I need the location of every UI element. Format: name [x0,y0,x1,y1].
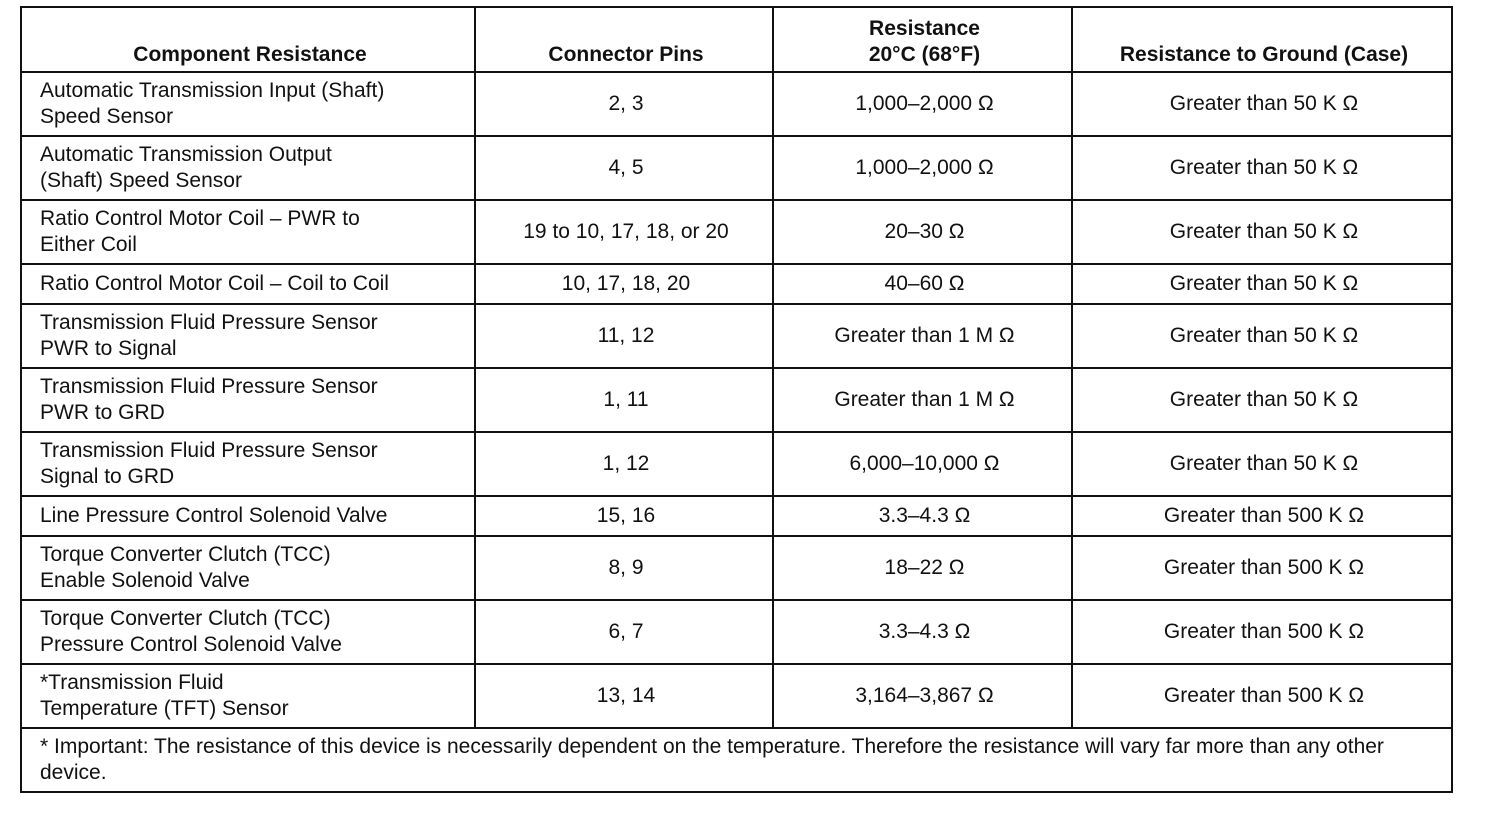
table-row [21,304,1452,368]
resistance-cell: 20–30 Ω [773,200,1072,264]
ground-cell: Greater than 50 K Ω [1072,200,1452,264]
resistance-cell: 18–22 Ω [773,536,1072,600]
pins-cell: 6, 7 [475,600,773,664]
resistance-table [20,6,1453,793]
ground-cell: Greater than 50 K Ω [1072,432,1452,496]
pins-cell: 15, 16 [475,496,773,536]
resistance-cell: 3.3–4.3 Ω [773,600,1072,664]
ground-cell: Greater than 50 K Ω [1072,136,1452,200]
header-resistance-to-ground: Resistance to Ground (Case) [1072,7,1452,72]
header-component: Component Resistance [21,7,475,72]
resistance-cell: 1,000–2,000 Ω [773,136,1072,200]
ground-cell: Greater than 500 K Ω [1072,496,1452,536]
component-cell: Transmission Fluid Pressure Sensor PWR to GRD [21,368,475,432]
header-connector-pins: Connector Pins [475,7,773,72]
header-resistance-line1: Resistance [869,17,980,40]
resistance-cell: Greater than 1 M Ω [773,304,1072,368]
pins-cell: 1, 11 [475,368,773,432]
pins-cell: 2, 3 [475,72,773,136]
component-cell: Automatic Transmission Input (Shaft) Speed Sensor [21,72,475,136]
table-row [21,536,1452,600]
header-resistance [773,7,1072,72]
table-row [21,368,1452,432]
resistance-cell: 3.3–4.3 Ω [773,496,1072,536]
table-row [21,600,1452,664]
table-row [21,496,1452,536]
spec-page [20,6,1451,804]
resistance-cell: 1,000–2,000 Ω [773,72,1072,136]
resistance-cell: 3,164–3,867 Ω [773,664,1072,728]
pins-cell: 8, 9 [475,536,773,600]
ground-cell: Greater than 50 K Ω [1072,72,1452,136]
table-row [21,432,1452,496]
header-resistance-line2: 20°C (68°F) [868,43,981,66]
pins-cell: 13, 14 [475,664,773,728]
footnote: * Important: The resistance of this device is necessarily dependent on the temperature. Therefore the resistance will vary far more than any other device. [21,728,1452,792]
ground-cell: Greater than 50 K Ω [1072,264,1452,304]
resistance-cell: Greater than 1 M Ω [773,368,1072,432]
component-cell: Transmission Fluid Pressure Sensor PWR to Signal [21,304,475,368]
table-row [21,72,1452,136]
table-row [21,200,1452,264]
ground-cell: Greater than 50 K Ω [1072,368,1452,432]
table-row [21,264,1452,304]
component-cell: Torque Converter Clutch (TCC) Pressure Control Solenoid Valve [21,600,475,664]
footnote-row [21,728,1452,792]
pins-cell: 10, 17, 18, 20 [475,264,773,304]
component-cell: Ratio Control Motor Coil – Coil to Coil [21,264,475,304]
ground-cell: Greater than 50 K Ω [1072,304,1452,368]
table-row [21,136,1452,200]
component-cell: Line Pressure Control Solenoid Valve [21,496,475,536]
pins-cell: 4, 5 [475,136,773,200]
pins-cell: 1, 12 [475,432,773,496]
resistance-cell: 40–60 Ω [773,264,1072,304]
pins-cell: 11, 12 [475,304,773,368]
component-cell: Torque Converter Clutch (TCC) Enable Solenoid Valve [21,536,475,600]
resistance-cell: 6,000–10,000 Ω [773,432,1072,496]
ground-cell: Greater than 500 K Ω [1072,600,1452,664]
component-cell: Transmission Fluid Pressure Sensor Signal to GRD [21,432,475,496]
header-row [21,7,1452,72]
component-cell: Automatic Transmission Output (Shaft) Speed Sensor [21,136,475,200]
component-cell: *Transmission Fluid Temperature (TFT) Sensor [21,664,475,728]
ground-cell: Greater than 500 K Ω [1072,664,1452,728]
table-row [21,664,1452,728]
component-cell: Ratio Control Motor Coil – PWR to Either Coil [21,200,475,264]
pins-cell: 19 to 10, 17, 18, or 20 [475,200,773,264]
ground-cell: Greater than 500 K Ω [1072,536,1452,600]
